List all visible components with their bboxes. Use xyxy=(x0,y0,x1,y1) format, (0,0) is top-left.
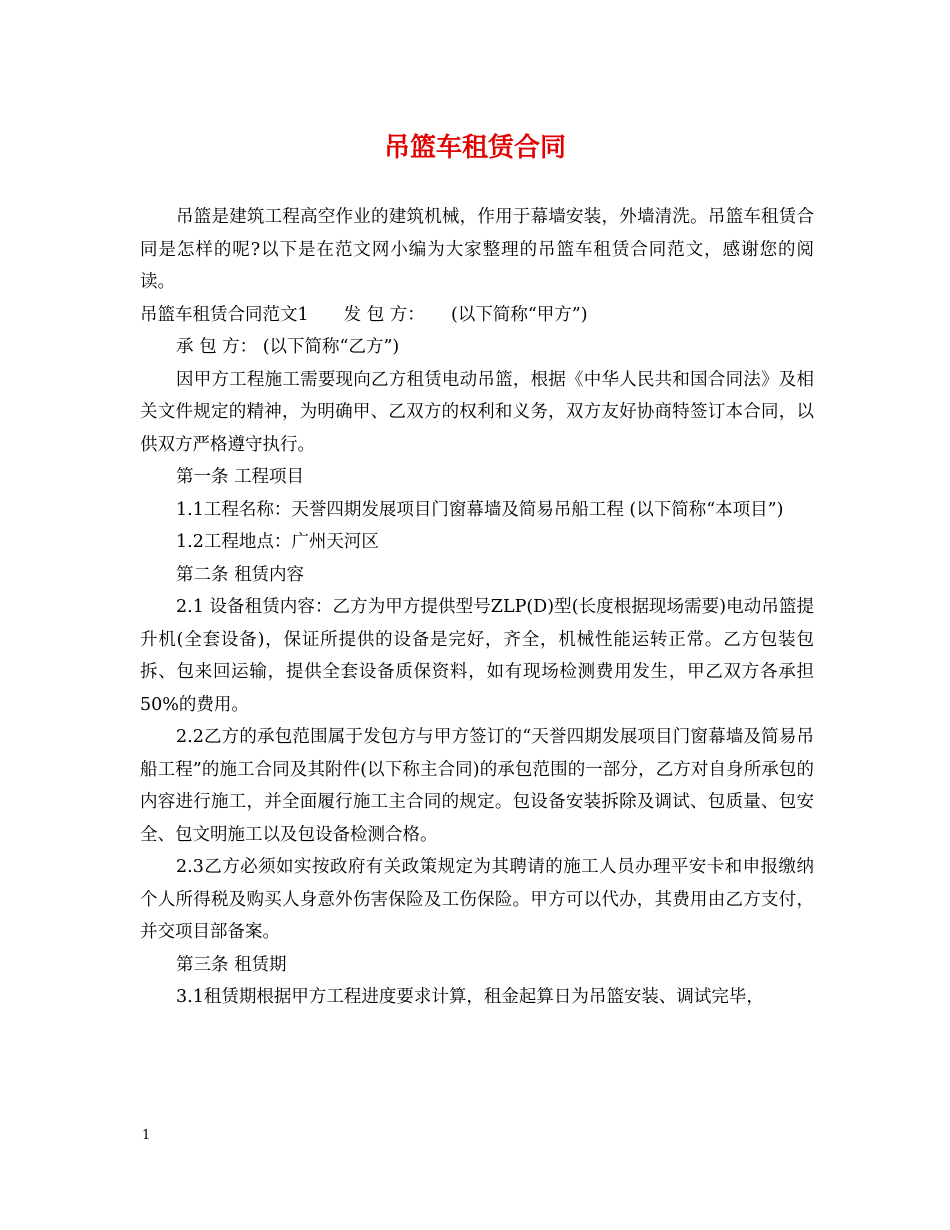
paragraph: 因甲方工程施工需要现向乙方租赁电动吊篮，根据《中华人民共和国合同法》及相关文件规定的精神，为明确甲、乙双方的权利和义务，双方友好协商特签订本合同，以供双方严格遵守执行。 xyxy=(140,369,814,455)
paragraph: 1.2工程地点：广州天河区 xyxy=(176,532,379,552)
paragraph: 承 包 方： (以下简称“乙方”) xyxy=(176,337,400,357)
paragraph: 吊篮车租赁合同范文1 发 包 方： (以下简称“甲方”) xyxy=(140,304,588,325)
page-number: 1 xyxy=(142,1128,151,1143)
paragraph: 第二条 租赁内容 xyxy=(176,564,305,585)
paragraph: 2.2乙方的承包范围属于发包方与甲方签订的“天誉四期发展项目门窗幕墙及简易吊船工程”的施工合同及其附件(以下称主合同)的承包范围的一部分，乙方对自身所承包的内容进行施工，并全面履行施工主合同的规定。包设备安装拆除及调试、包质量、包安全、包文明施工以及包设备检测合格。 xyxy=(140,727,814,845)
paragraph: 第三条 租赁期 xyxy=(176,954,287,975)
paragraph: 1.1工程名称：天誉四期发展项目门窗幕墙及简易吊船工程 (以下简称“本项目”) xyxy=(176,499,784,520)
paragraph: 3.1租赁期根据甲方工程进度要求计算，租金起算日为吊篮安装、调试完毕， xyxy=(176,987,764,1007)
document-title: 吊篮车租赁合同 xyxy=(383,133,566,163)
paragraph: 吊篮是建筑工程高空作业的建筑机械，作用于幕墙安装，外墙清洗。吊篮车租赁合同是怎样的呢?以下是在范文网小编为大家整理的吊篮车租赁合同范文，感谢您的阅读。 xyxy=(140,207,814,292)
document-body xyxy=(140,201,814,1014)
paragraph: 2.1 设备租赁内容：乙方为甲方提供型号ZLP(D)型(长度根据现场需要)电动吊篮提升机(全套设备)，保证所提供的设备是完好，齐全，机械性能运转正常。乙方包装包拆、包来回运输，提供全套设备质保资料，如有现场检测费用发生，甲乙双方各承担50%的费用。 xyxy=(140,597,814,715)
paragraph: 2.3乙方必须如实按政府有关政策规定为其聘请的施工人员办理平安卡和申报缴纳个人所得税及购买人身意外伤害保险及工伤保险。甲方可以代办，其费用由乙方支付，并交项目部备案。 xyxy=(140,857,814,942)
paragraph: 第一条 工程项目 xyxy=(176,467,305,487)
